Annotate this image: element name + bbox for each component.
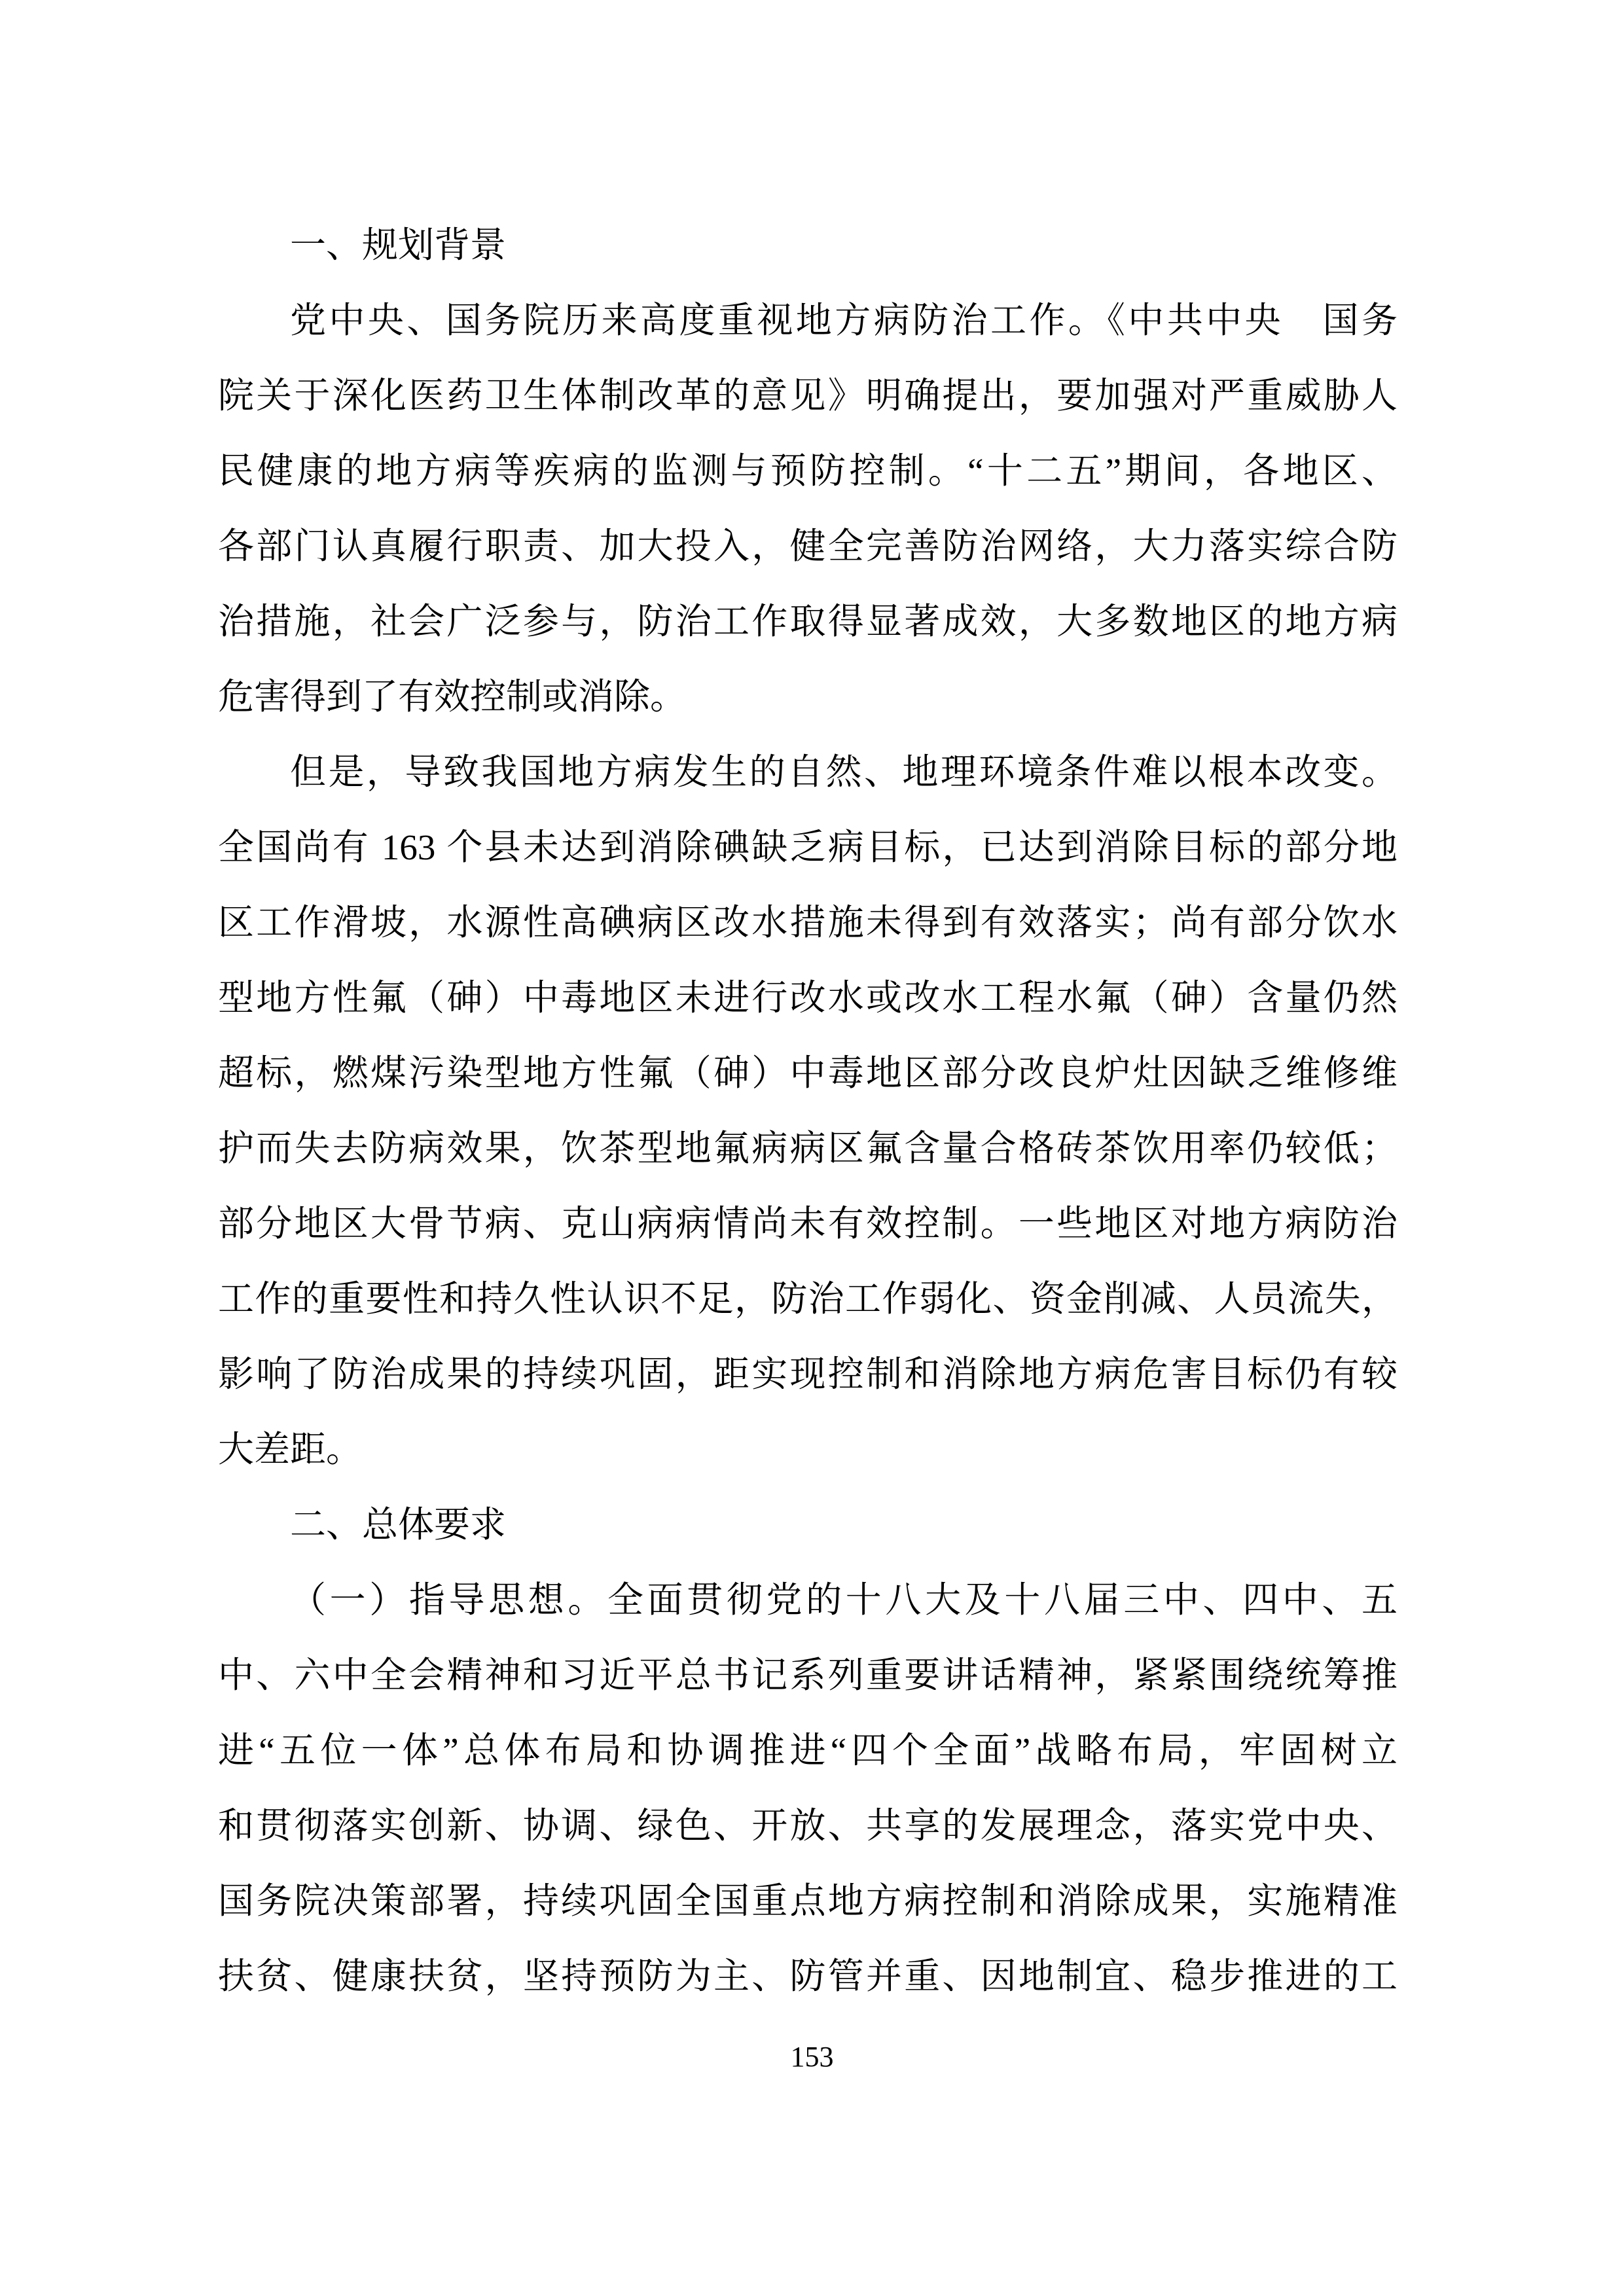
section-heading: 二、总体要求 [290,1505,507,1545]
text-line: 院关于深化医药卫生体制改革的意见》明确提出，要加强对严重威胁人 [218,376,1398,416]
text-line: 进“五位一体”总体布局和协调推进“四个全面”战略布局，牢固树立 [218,1731,1398,1770]
document-body [218,207,1398,2014]
text-line: 民健康的地方病等疾病的监测与预防控制。“十二五”期间，各地区、 [218,451,1398,491]
text-line: 各部门认真履行职责、加大投入，健全完善防治网络，大力落实综合防 [218,526,1398,566]
text-line: 扶贫、健康扶贫，坚持预防为主、防管并重、因地制宜、稳步推进的工 [218,1956,1398,1996]
text-line: 超标，燃煤污染型地方性氟（砷）中毒地区部分改良炉灶因缺乏维修维 [218,1053,1398,1093]
page-number: 153 [790,2041,834,2073]
text-line: 党中央、国务院历来高度重视地方病防治工作。《中共中央 国务 [290,300,1398,340]
text-line: （一）指导思想。全面贯彻党的十八大及十八届三中、四中、五 [290,1580,1398,1620]
text-line: 国务院决策部署，持续巩固全国重点地方病控制和消除成果，实施精准 [218,1881,1398,1921]
text-line: 区工作滑坡，水源性高碘病区改水措施未得到有效落实；尚有部分饮水 [218,903,1398,942]
text-line: 中、六中全会精神和习近平总书记系列重要讲话精神，紧紧围绕统筹推 [218,1655,1398,1695]
text-line: 危害得到了有效控制或消除。 [218,677,687,717]
text-line: 工作的重要性和持久性认识不足，防治工作弱化、资金削减、人员流失， [218,1279,1398,1319]
text-line: 但是，导致我国地方病发生的自然、地理环境条件难以根本改变。 [290,752,1398,792]
text-line: 大差距。 [218,1429,363,1469]
text-line: 部分地区大骨节病、克山病病情尚未有效控制。一些地区对地方病防治 [218,1204,1398,1244]
text-line: 型地方性氟（砷）中毒地区未进行改水或改水工程水氟（砷）含量仍然 [218,978,1398,1018]
text-line: 治措施，社会广泛参与，防治工作取得显著成效，大多数地区的地方病 [218,601,1398,641]
text-line: 护而失去防病效果，饮茶型地氟病病区氟含量合格砖茶饮用率仍较低； [218,1128,1398,1168]
text-line: 影响了防治成果的持续巩固，距实现控制和消除地方病危害目标仍有较 [218,1354,1398,1394]
section-heading: 一、规划背景 [290,225,507,265]
text-line: 全国尚有 163 个县未达到消除碘缺乏病目标，已达到消除目标的部分地 [218,827,1398,867]
text-line: 和贯彻落实创新、协调、绿色、开放、共享的发展理念，落实党中央、 [218,1806,1398,1846]
